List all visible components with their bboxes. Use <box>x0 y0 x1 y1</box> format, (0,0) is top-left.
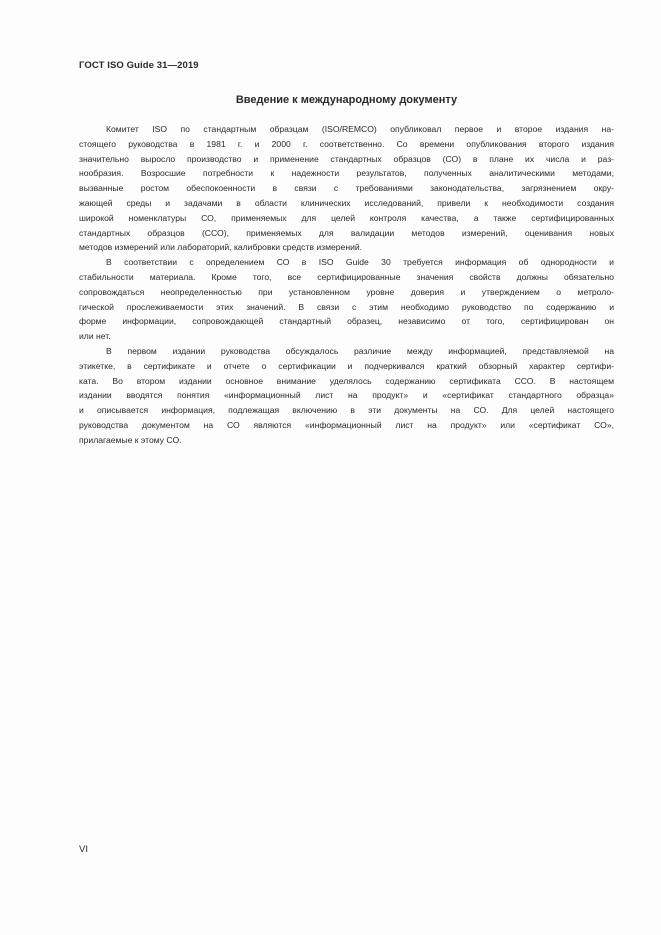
paragraph-line: ката. Во втором издании основное внимание уделялось содержанию сертификата ССО. В настоящем <box>79 375 614 386</box>
paragraph-line: В первом издании руководства обсуждалось различие между информацией, представляемой на <box>106 345 614 356</box>
page-number: VI <box>79 844 88 855</box>
paragraph-line: В соответствии с определением СО в ISO Guide 30 требуется информация об однородности и <box>106 257 614 268</box>
paragraph-line: и описывается информация, подлежащая включению в эти документы на СО. Для целей настоящего <box>79 405 614 416</box>
paragraph-line: стандартных образцов (ССО), применяемых для валидации методов измерений, оценивания новых <box>79 227 614 238</box>
body-text <box>79 122 614 448</box>
paragraph-line: издании вводятся понятия «информационный лист на продукт» и «сертификат стандартного образца» <box>79 390 614 401</box>
paragraph-line: широкой номенклатуры СО, применяемых для целей контроля качества, а также сертифицированных <box>79 212 614 223</box>
paragraph-line: этикетке, в сертификате и отчете о сертификации и подчеркивался краткий обзорный характер сертифи- <box>79 360 614 371</box>
paragraph-line: сопровождаться неопределенностью при установленном уровне доверия и утверждением о метроло- <box>79 286 614 297</box>
paragraph-line: жающей среды и задачами в области клинических исследований, привели к необходимости создания <box>79 197 614 208</box>
paragraph-line: нообразия. Возросшие потребности к надежности результатов, полученных аналитическими методами, <box>79 168 614 179</box>
paragraph-2 <box>79 255 614 344</box>
paragraph-line: Комитет ISO по стандартным образцам (ISO/REMCO) опубликовал первое и второе издания на- <box>106 124 614 134</box>
paragraph-line: значительно выросло производство и применение стандартных образцов (СО) в плане их числа и раз- <box>79 153 614 164</box>
paragraph-line: форме информации, сопровождающей стандартный образец, независимо от того, сертифицирован он <box>79 316 614 327</box>
paragraph-line: стоящего руководства в 1981 г. и 2000 г. соответственно. Со времени опубликования второго издания <box>79 138 614 149</box>
paragraph-line: или нет. <box>79 331 111 342</box>
document-id: ГОСТ ISO Guide 31—2019 <box>79 60 199 71</box>
section-title: Введение к международному документу <box>235 94 458 106</box>
paragraph-line: стабильности материала. Кроме того, все сертифицированные значения свойств должны обязательно <box>79 271 614 282</box>
paragraph-1 <box>79 122 614 255</box>
paragraph-line: вызванные ростом обеспокоенности в связи с требованиями законодательства, загрязнением окру- <box>79 183 614 194</box>
paragraph-line: прилагаемые к этому СО. <box>79 434 182 445</box>
paragraph-line: руководства документом на СО являются «информационный лист на продукт» или «сертификат СО», <box>79 419 614 430</box>
paragraph-3 <box>79 344 614 448</box>
paragraph-line: методов измерений или лабораторий, калибровки средств измерений. <box>79 242 363 253</box>
paragraph-line: гической прослеживаемости этих значений. В связи с этим необходимо руководство по содержанию и <box>79 301 614 312</box>
